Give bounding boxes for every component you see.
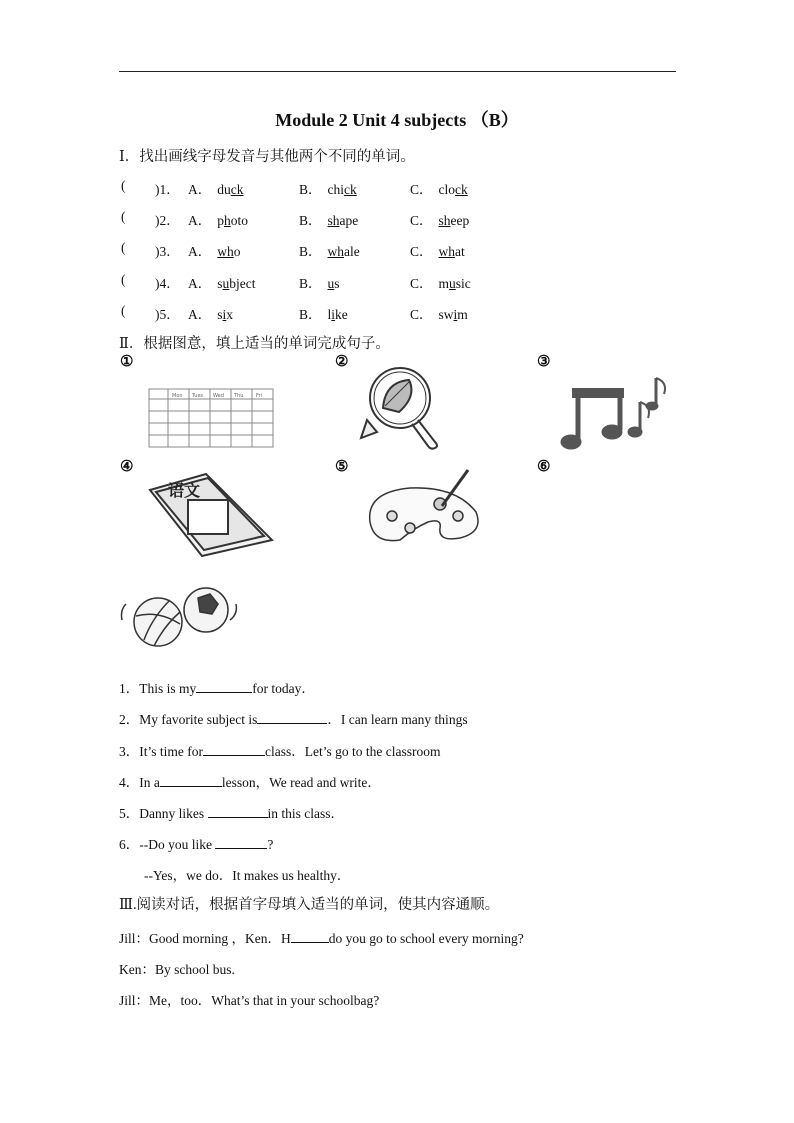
option-a-3 xyxy=(188,240,241,260)
option-label: C． xyxy=(410,182,433,197)
option-label: B． xyxy=(299,307,322,322)
item-number-5: )5． xyxy=(155,307,180,322)
underlined-letters: wh xyxy=(327,244,345,259)
word-prefix: chi xyxy=(327,182,345,197)
dialogue-line-3 xyxy=(119,989,379,1009)
option-c-3 xyxy=(410,240,465,260)
sentence-text: lesson，We read and write． xyxy=(221,775,381,790)
word-suffix: ale xyxy=(344,244,360,259)
option-c-2 xyxy=(410,209,469,229)
paint-palette-image xyxy=(360,462,490,554)
option-label: A． xyxy=(188,213,212,228)
item-number-2: )2． xyxy=(155,213,180,228)
dialogue-text: Jill：Me，too．What’s that in your schoolbag? xyxy=(119,993,380,1008)
option-label: B． xyxy=(299,244,322,259)
word-suffix: o xyxy=(233,244,241,259)
answer-paren-5: ( xyxy=(121,303,126,318)
answer-paren-1: ( xyxy=(121,178,126,193)
sentence-6-reply: --Yes，we do．It makes us healthy． xyxy=(144,868,351,883)
answer-blank[interactable] xyxy=(196,680,252,693)
word-suffix: m xyxy=(457,307,468,322)
underlined-letters: wh xyxy=(438,244,456,259)
underlined-letters: wh xyxy=(217,244,234,259)
underlined-letters: ck xyxy=(230,182,244,197)
option-a-2 xyxy=(188,209,248,229)
item-number-3: )3． xyxy=(155,244,180,259)
word-prefix: l xyxy=(327,307,332,322)
sentence-text: for today． xyxy=(252,681,315,696)
item-number-4: )4． xyxy=(155,276,180,291)
word-suffix: ape xyxy=(339,213,359,228)
underlined-letters: u xyxy=(327,276,335,291)
worksheet-title: Module 2 Unit 4 subjects （B） xyxy=(275,110,519,130)
item-number-1: )1． xyxy=(155,182,180,197)
sentence-3 xyxy=(119,740,440,760)
option-label: A． xyxy=(188,244,212,259)
sentence-text: ．I can learn many things xyxy=(327,712,468,727)
answer-blank[interactable] xyxy=(291,930,329,943)
underlined-letters: i xyxy=(453,307,458,322)
word-prefix: m xyxy=(438,276,450,291)
option-label: C． xyxy=(410,276,433,291)
section1-heading: Ⅰ．找出画线字母发音与其他两个不同的单词。 xyxy=(119,149,415,165)
option-b-5 xyxy=(299,303,348,323)
marker-1: ① xyxy=(120,354,134,370)
word-suffix: s xyxy=(334,276,340,291)
option-b-4 xyxy=(299,272,340,292)
marker-2: ② xyxy=(335,354,349,370)
sentence-6 xyxy=(119,833,273,853)
timetable-image xyxy=(146,385,276,451)
underlined-letters: h xyxy=(224,213,231,228)
sentence-5 xyxy=(119,802,344,822)
magnifier-leaf-image xyxy=(355,360,445,452)
section2-heading: Ⅱ．根据图意，填上适当的单词完成句子。 xyxy=(119,336,390,352)
answer-paren-2: ( xyxy=(121,209,126,224)
underlined-letters: u xyxy=(222,276,230,291)
marker-3: ③ xyxy=(537,354,551,370)
answer-paren-3: ( xyxy=(121,240,126,255)
option-c-4 xyxy=(410,272,471,292)
timetable-day-2: Tues xyxy=(192,393,204,399)
answer-blank[interactable] xyxy=(257,711,327,724)
option-a-4 xyxy=(188,272,256,292)
header-rule xyxy=(119,71,676,72)
option-a-5 xyxy=(188,303,233,323)
answer-blank[interactable] xyxy=(208,805,268,818)
word-prefix: p xyxy=(217,213,224,228)
answer-blank[interactable] xyxy=(215,836,267,849)
sentence-text: 4．In a xyxy=(119,775,160,790)
word-suffix: bject xyxy=(229,276,256,291)
sentence-4 xyxy=(119,771,381,791)
timetable-day-4: Thu xyxy=(234,393,244,399)
dialogue-line-1 xyxy=(119,927,524,947)
word-suffix: ke xyxy=(335,307,348,322)
option-label: C． xyxy=(410,213,433,228)
section3-heading: Ⅲ.阅读对话，根据首字母填入适当的单词，使其内容通顺。 xyxy=(119,897,500,913)
word-prefix: s xyxy=(217,307,223,322)
balls-image xyxy=(118,580,242,652)
marker-5: ⑤ xyxy=(335,459,349,475)
sentence-1 xyxy=(119,677,315,697)
book-cover-label: 语文 xyxy=(168,481,201,500)
word-suffix: x xyxy=(226,307,234,322)
word-suffix: oto xyxy=(230,213,249,228)
option-c-5 xyxy=(410,303,468,323)
option-b-2 xyxy=(299,209,358,229)
word-prefix: clo xyxy=(438,182,456,197)
word-prefix: s xyxy=(217,276,223,291)
option-label: C． xyxy=(410,307,433,322)
underlined-letters: sh xyxy=(438,213,451,228)
option-label: B． xyxy=(299,182,322,197)
option-label: A． xyxy=(188,276,212,291)
option-label: A． xyxy=(188,307,212,322)
timetable-day-3: Wed xyxy=(213,393,224,399)
option-a-1 xyxy=(188,178,244,198)
marker-6: ⑥ xyxy=(537,459,551,475)
answer-blank[interactable] xyxy=(160,774,222,787)
dialogue-text: Ken：By school bus. xyxy=(119,962,235,977)
option-label: A． xyxy=(188,182,212,197)
option-label: B． xyxy=(299,276,322,291)
option-label: B． xyxy=(299,213,322,228)
dialogue-text: Jill：Good morning ，Ken．H xyxy=(119,931,291,946)
underlined-letters: ck xyxy=(455,182,468,197)
option-c-1 xyxy=(410,178,468,198)
sentence-text: 5．Danny likes xyxy=(119,806,208,821)
underlined-letters: u xyxy=(449,276,456,291)
sentence-text: in this class． xyxy=(267,806,344,821)
word-suffix: at xyxy=(455,244,465,259)
word-prefix: du xyxy=(217,182,231,197)
sentence-text: 6．--Do you like xyxy=(119,837,216,852)
chinese-book-image xyxy=(146,470,278,558)
sentence-2 xyxy=(119,708,468,728)
marker-4: ④ xyxy=(120,459,134,475)
underlined-letters: i xyxy=(222,307,227,322)
sentence-text: 2．My favorite subject is xyxy=(119,712,258,727)
word-suffix: eep xyxy=(450,213,470,228)
timetable-day-1: Mon xyxy=(172,393,183,399)
option-label: C． xyxy=(410,244,433,259)
option-b-3 xyxy=(299,240,360,260)
music-notes-image xyxy=(560,372,672,454)
sentence-text: class．Let’s go to the classroom xyxy=(265,744,441,759)
underlined-letters: sh xyxy=(327,213,340,228)
underlined-letters: ck xyxy=(344,182,357,197)
sentence-text: ? xyxy=(267,837,274,852)
dialogue-line-2 xyxy=(119,958,235,978)
answer-blank[interactable] xyxy=(203,743,265,756)
word-suffix: sic xyxy=(455,276,471,291)
sentence-text: 1．This is my xyxy=(119,681,197,696)
dialogue-text: do you go to school every morning? xyxy=(328,931,524,946)
answer-paren-4: ( xyxy=(121,272,126,287)
timetable-day-5: Fri xyxy=(256,393,262,399)
option-b-1 xyxy=(299,178,357,198)
underlined-letters: i xyxy=(331,307,336,322)
word-prefix: sw xyxy=(438,307,454,322)
sentence-text: 3．It’s time for xyxy=(119,744,203,759)
